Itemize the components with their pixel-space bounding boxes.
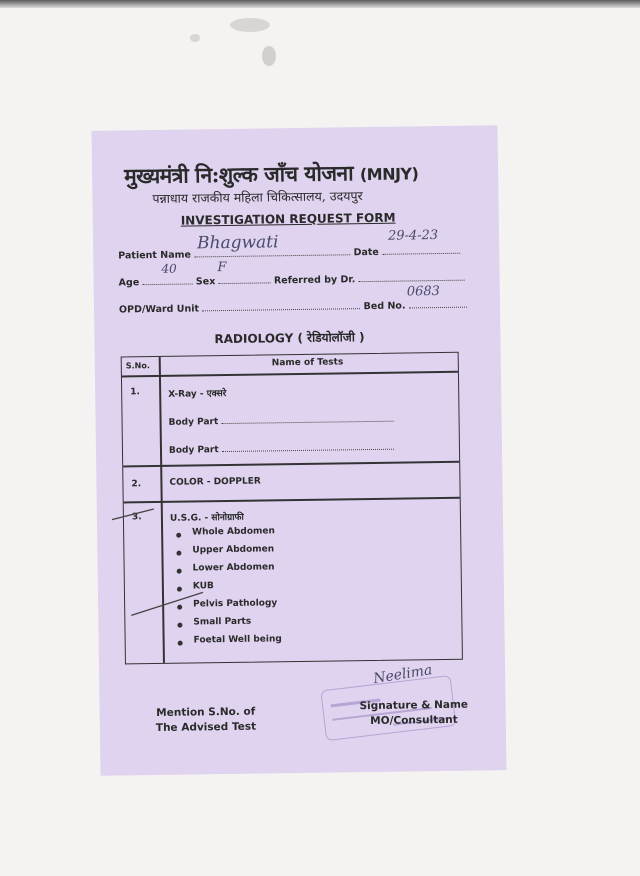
- age-label: Age: [118, 277, 140, 289]
- tests-table: [121, 352, 463, 665]
- scan-speck: [262, 46, 276, 66]
- opd-label: OPD/Ward Unit: [118, 303, 200, 316]
- referred-label: Referred by Dr.: [273, 274, 356, 287]
- row-divider: [123, 461, 459, 467]
- date-label: Date: [353, 246, 379, 259]
- scan-edge: [0, 0, 640, 8]
- footer-right: [359, 698, 468, 730]
- sex-label: Sex: [195, 276, 216, 288]
- row3-test: U.S.G. - सोनोग्राफी: [169, 512, 244, 524]
- scheme-title-text: मुख्यमंत्री नि:शुल्क जाँच योजना: [123, 160, 354, 189]
- bed-label: Bed No.: [363, 300, 406, 313]
- age-value: 40: [161, 261, 177, 276]
- bullet: [178, 641, 183, 646]
- footer-left-line1: Mention S.No. of: [156, 705, 256, 720]
- row2-sno: 2.: [131, 479, 142, 490]
- body-part-2-line: [222, 440, 394, 452]
- pen-mark: [110, 496, 222, 628]
- investigation-request-form: [92, 125, 507, 776]
- section-title: RADIOLOGY ( रेडियोलॉजी ): [214, 330, 365, 347]
- usg-option: Whole Abdomen: [192, 526, 275, 538]
- header-name-of-tests: Name of Tests: [271, 357, 344, 369]
- footer-right-line2: MO/Consultant: [370, 713, 458, 728]
- date-line: [382, 244, 460, 255]
- footer-left: [156, 705, 257, 736]
- age-line: [142, 274, 192, 285]
- opd-line: [202, 299, 360, 311]
- footer-right-line1: Signature & Name: [359, 698, 469, 713]
- usg-option: Small Parts: [193, 616, 252, 628]
- patient-name-value: Bhagwati: [196, 232, 279, 254]
- usg-option: KUB: [192, 581, 214, 592]
- row1-test: X-Ray - एक्सरे: [168, 389, 227, 400]
- scheme-title: [124, 158, 419, 190]
- row2-test: COLOR - DOPPLER: [169, 476, 261, 488]
- form-title: INVESTIGATION REQUEST FORM: [180, 210, 396, 228]
- scheme-title-tag: (MNJY): [359, 164, 419, 185]
- row3-sno: 3.: [131, 512, 142, 523]
- body-part-1: [168, 412, 393, 428]
- patient-name-label: Patient Name: [118, 249, 192, 262]
- usg-option: Upper Abdomen: [192, 544, 275, 556]
- patient-name-row: [118, 244, 460, 262]
- referred-line: [359, 271, 465, 282]
- row1-sno: 1.: [130, 387, 140, 398]
- scan-speck: [190, 34, 200, 42]
- footer-left-line2: The Advised Test: [155, 720, 257, 735]
- body-part-1-label: Body Part: [168, 417, 219, 428]
- hospital-name: पन्नाधाय राजकीय महिला चिकित्सालय, उदयपुर: [152, 188, 363, 207]
- body-part-2: [169, 440, 394, 456]
- usg-option: Lower Abdomen: [192, 562, 275, 574]
- bed-value: 0683: [406, 284, 440, 300]
- row-divider: [122, 371, 458, 377]
- body-part-2-label: Body Part: [168, 445, 219, 456]
- date-value: 29-4-23: [387, 228, 439, 244]
- usg-option: Foetal Well being: [193, 634, 282, 646]
- signature: Neelima: [372, 662, 434, 688]
- sex-value: F: [217, 259, 227, 276]
- opd-row: [119, 298, 467, 316]
- usg-option: Pelvis Pathology: [193, 598, 278, 610]
- scan-speck: [230, 18, 270, 32]
- header-sno: S.No.: [125, 361, 150, 371]
- body-part-1-line: [221, 412, 393, 424]
